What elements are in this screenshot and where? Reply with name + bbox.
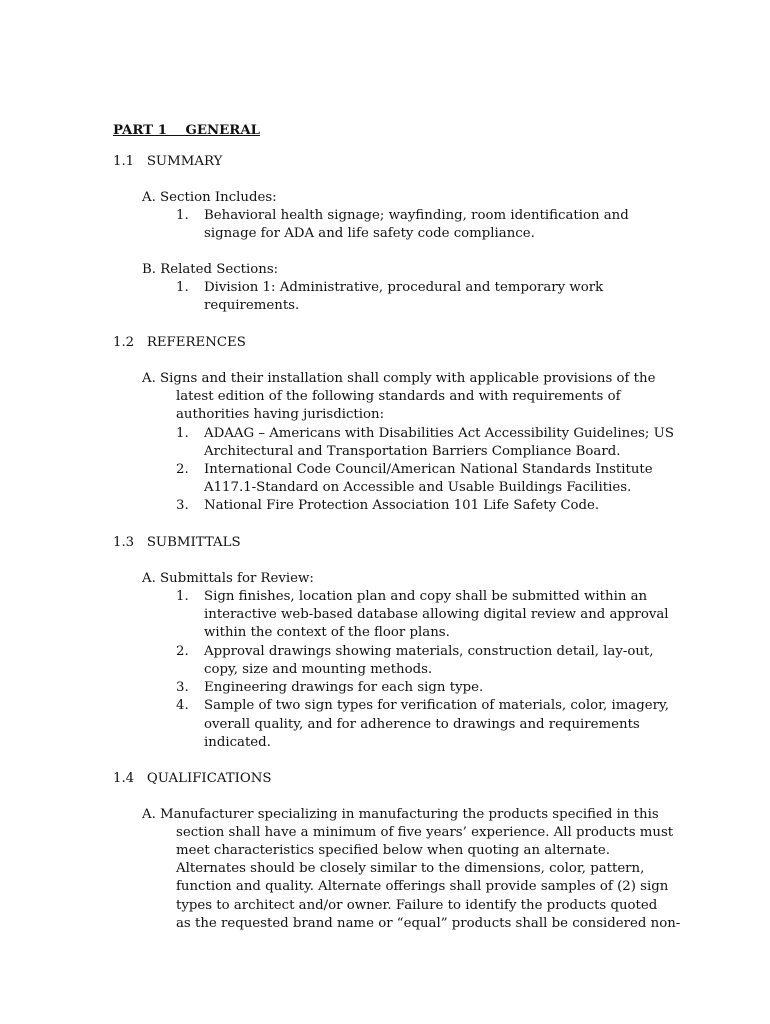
related-sections-label: B. Related Sections: [142,262,279,277]
part-heading: PART 1 GENERAL [113,123,260,138]
list-item: 3. National Fire Protection Association 101 Life Safety Code. [176,498,600,513]
list-item: 2. International Code Council/American National Standards Institute [176,462,653,477]
list-item-cont: interactive web-based database allowing digital review and approval [204,607,669,622]
section-includes-label: A. Section Includes: [142,190,277,205]
paragraph-line: A. Manufacturer specializing in manufacturing the products specified in this [142,807,659,822]
paragraph-line: meet characteristics specified below when quoting an alternate. [176,843,610,858]
list-item-cont: A117.1-Standard on Accessible and Usable Buildings Facilities. [204,480,632,495]
paragraph-line: as the requested brand name or “equal” products shall be considered non- [176,916,681,931]
list-item-cont: requirements. [204,298,300,313]
section-1-4-heading: 1.4 QUALIFICATIONS [113,771,272,786]
list-item-cont: signage for ADA and life safety code compliance. [204,226,535,241]
paragraph-line: types to architect and/or owner. Failure to identify the products quoted [176,898,658,913]
paragraph-line: function and quality. Alternate offerings shall provide samples of (2) sign [176,879,669,894]
list-item-cont: within the context of the floor plans. [204,625,450,640]
paragraph-line: section shall have a minimum of five years’ experience. All products must [176,825,674,840]
paragraph-line: Alternates should be closely similar to the dimensions, color, pattern, [176,861,645,876]
list-item: 1. Division 1: Administrative, procedural and temporary work [176,280,604,295]
list-item: 1. Behavioral health signage; wayfinding, room identification and [176,208,629,223]
list-item-cont: overall quality, and for adherence to drawings and requirements [204,717,640,732]
list-item-cont: copy, size and mounting methods. [204,662,433,677]
list-item: 1. ADAAG – Americans with Disabilities Act Accessibility Guidelines; US [176,426,674,441]
paragraph-line: authorities having jurisdiction: [176,407,385,422]
list-item: 2. Approval drawings showing materials, construction detail, lay-out, [176,644,654,659]
list-item: 3. Engineering drawings for each sign type. [176,680,484,695]
paragraph-line: latest edition of the following standards and with requirements of [176,389,621,404]
list-item: 1. Sign finishes, location plan and copy shall be submitted within an [176,589,648,604]
section-1-2-heading: 1.2 REFERENCES [113,335,246,350]
list-item-cont: Architectural and Transportation Barriers Compliance Board. [204,444,621,459]
list-item-cont: indicated. [204,735,271,750]
section-1-3-heading: 1.3 SUBMITTALS [113,535,241,550]
paragraph-line: A. Signs and their installation shall comply with applicable provisions of the [142,371,656,386]
section-1-1-heading: 1.1 SUMMARY [113,154,223,169]
submittals-label: A. Submittals for Review: [142,571,314,586]
list-item: 4. Sample of two sign types for verification of materials, color, imagery, [176,698,669,713]
